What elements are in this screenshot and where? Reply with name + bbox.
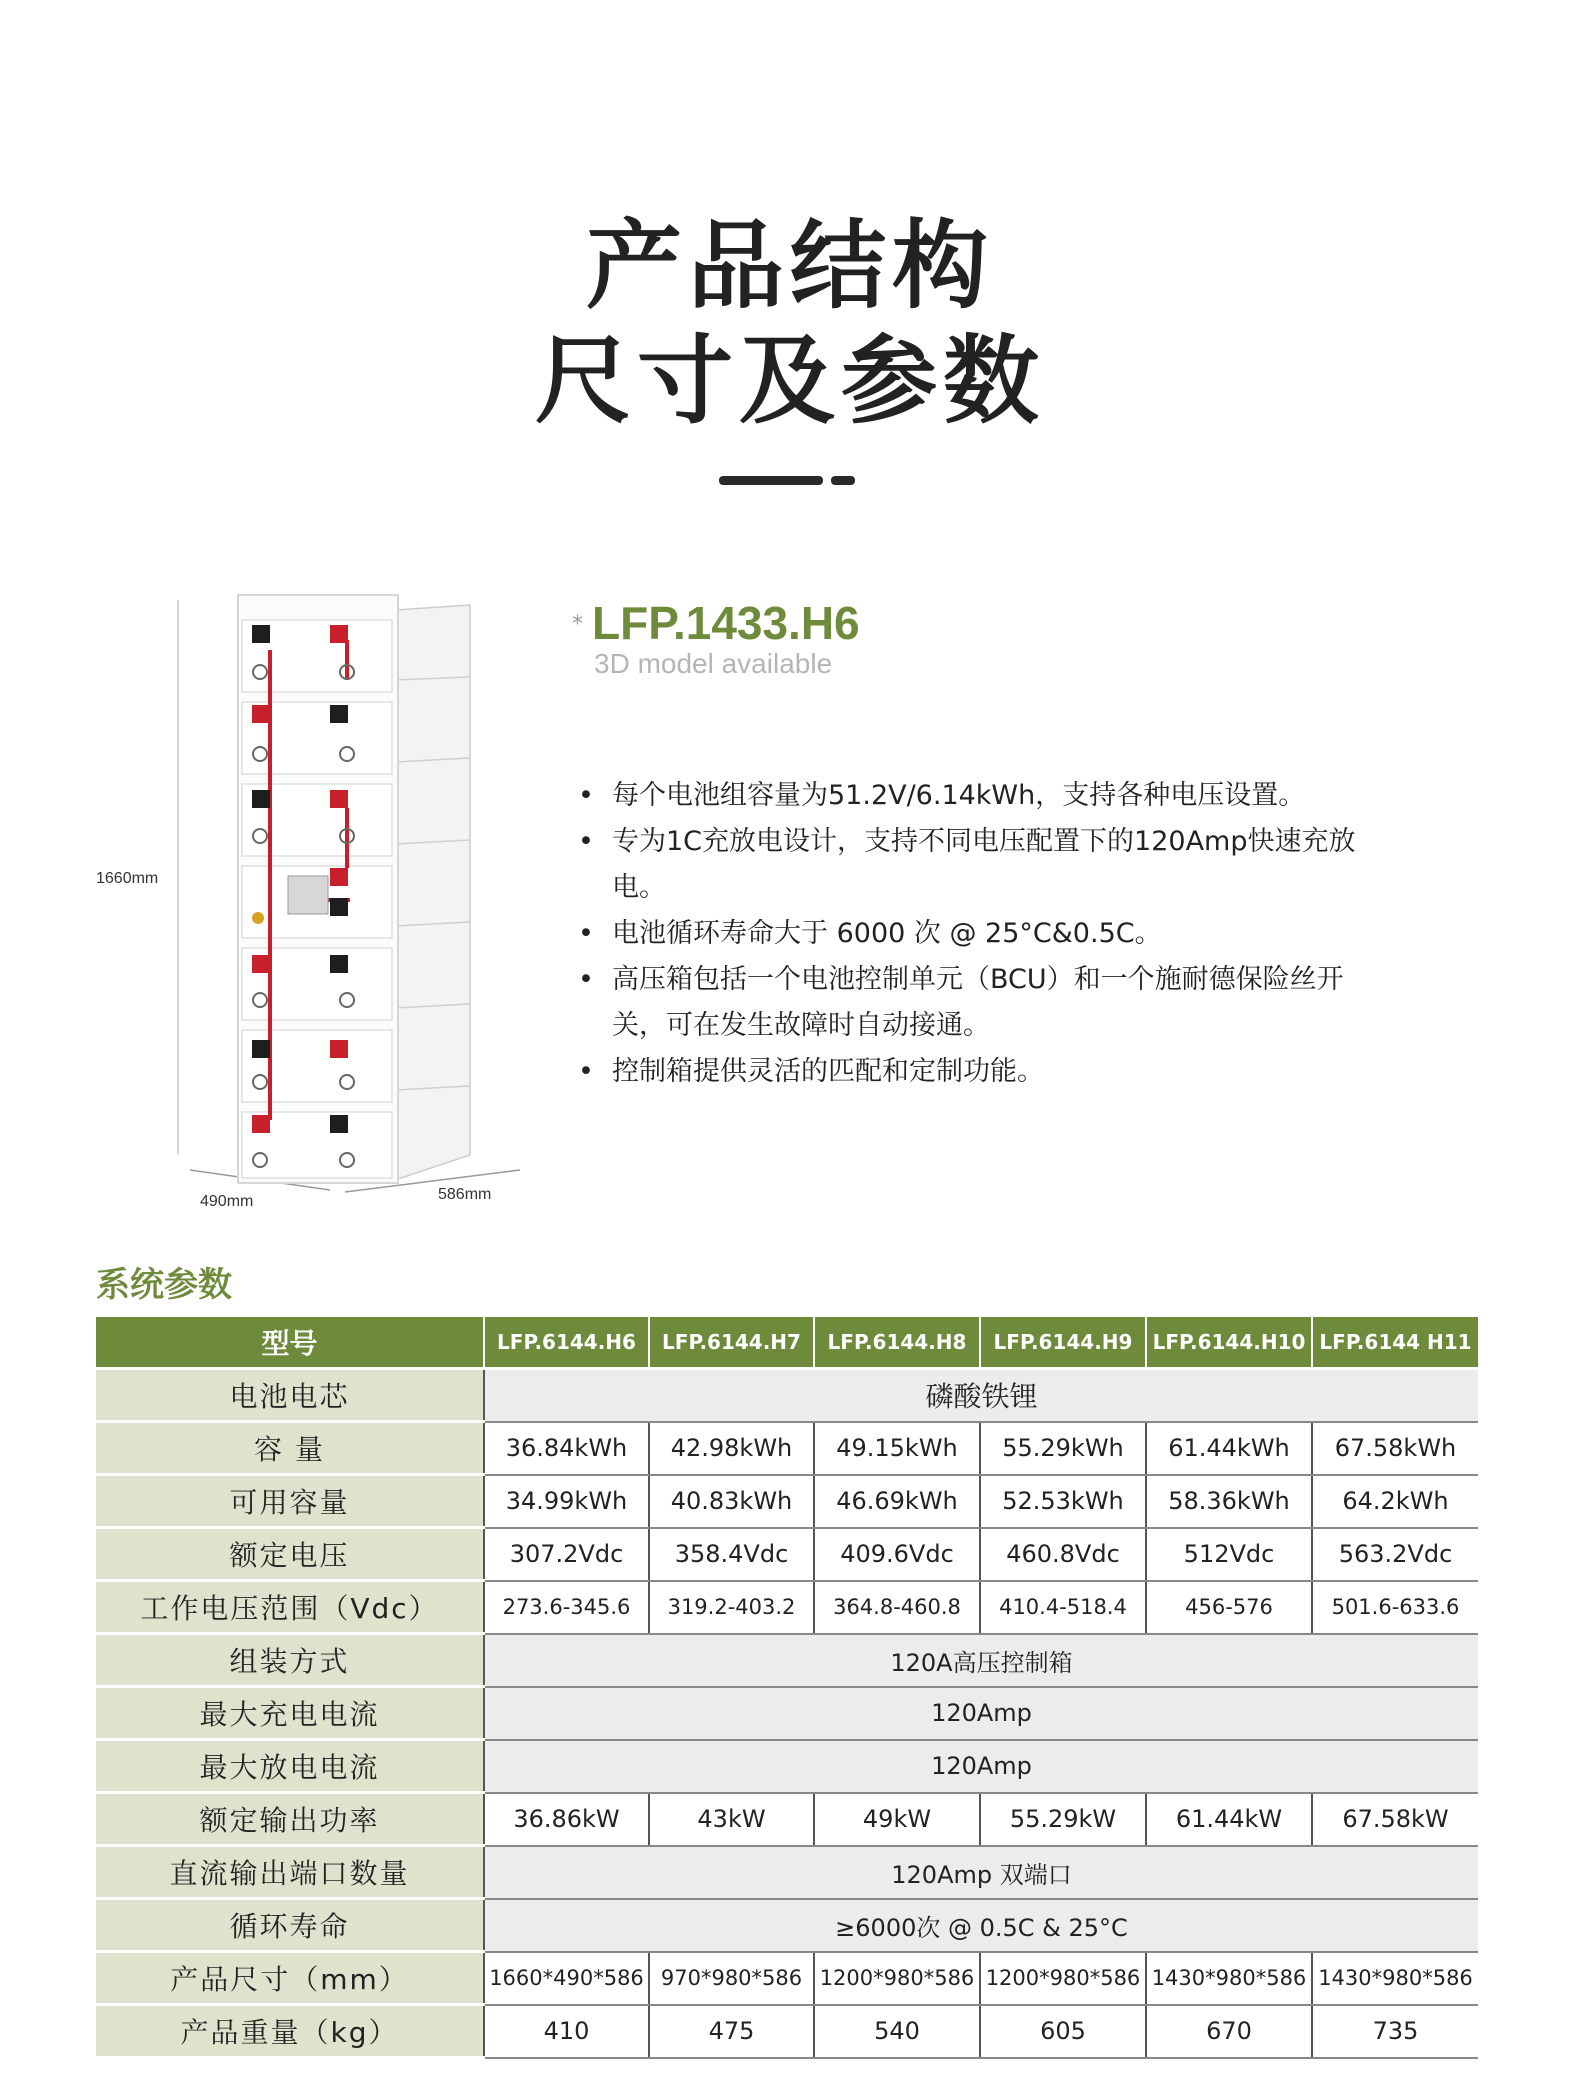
cell-value: 970*980*586 xyxy=(649,1952,814,2005)
table-row xyxy=(96,1634,1478,1687)
cell-value: 563.2Vdc xyxy=(1312,1528,1478,1581)
row-value: 磷酸铁锂 xyxy=(484,1369,1478,1422)
battery-rack-image xyxy=(90,580,530,1220)
asterisk-mark: * xyxy=(572,612,583,637)
cell-value: 501.6-633.6 xyxy=(1312,1581,1478,1634)
cell-value: 43kW xyxy=(649,1793,814,1846)
cell-value: 46.69kWh xyxy=(814,1475,980,1528)
battery-rack-illustration xyxy=(90,580,530,1220)
table-row xyxy=(96,1687,1478,1740)
width-dimension: 490mm xyxy=(200,1193,254,1210)
row-value: ≥6000次 @ 0.5C & 25°C xyxy=(484,1899,1478,1952)
cell-value: 540 xyxy=(814,2005,980,2058)
table-row xyxy=(96,1846,1478,1899)
cell-value: 1430*980*586 xyxy=(1312,1952,1478,2005)
page-title-line1: 产品结构 xyxy=(586,210,994,322)
row-label: 额定输出功率 xyxy=(96,1793,484,1846)
cell-value: 475 xyxy=(649,2005,814,2058)
cell-value: 410 xyxy=(484,2005,649,2058)
cell-value: 670 xyxy=(1146,2005,1312,2058)
table-row xyxy=(96,1793,1478,1846)
cell-value: 319.2-403.2 xyxy=(649,1581,814,1634)
table-row xyxy=(96,1369,1478,1422)
row-value: 120Amp xyxy=(484,1740,1478,1793)
model-header: LFP.6144 H11 xyxy=(1312,1317,1478,1369)
table-row xyxy=(96,1899,1478,1952)
cell-value: 307.2Vdc xyxy=(484,1528,649,1581)
table-row xyxy=(96,1528,1478,1581)
row-label: 产品重量（kg） xyxy=(96,2005,484,2058)
cell-value: 456-576 xyxy=(1146,1581,1312,1634)
cell-value: 64.2kWh xyxy=(1312,1475,1478,1528)
cell-value: 410.4-518.4 xyxy=(980,1581,1146,1634)
cell-value: 67.58kW xyxy=(1312,1793,1478,1846)
row-label: 循环寿命 xyxy=(96,1899,484,1952)
feature-item: • 每个电池组容量为51.2V/6.14kWh，支持各种电压设置。 xyxy=(576,773,1376,819)
cell-value: 364.8-460.8 xyxy=(814,1581,980,1634)
cell-value: 409.6Vdc xyxy=(814,1528,980,1581)
cell-value: 1660*490*586 xyxy=(484,1952,649,2005)
row-label: 额定电压 xyxy=(96,1528,484,1581)
cell-value: 40.83kWh xyxy=(649,1475,814,1528)
row-value: 120A高压控制箱 xyxy=(484,1634,1478,1687)
feature-list xyxy=(576,773,1376,1095)
feature-item: • 专为1C充放电设计，支持不同电压配置下的120Amp快速充放电。 xyxy=(576,819,1376,911)
row-label: 产品尺寸（mm） xyxy=(96,1952,484,2005)
header-label: 型号 xyxy=(96,1317,484,1369)
table-row xyxy=(96,2005,1478,2058)
table-row xyxy=(96,1581,1478,1634)
model-header: LFP.6144.H10 xyxy=(1146,1317,1312,1369)
height-dimension: 1660mm xyxy=(96,870,159,887)
spec-table xyxy=(96,1317,1478,2059)
cell-value: 67.58kWh xyxy=(1312,1422,1478,1475)
cell-value: 34.99kWh xyxy=(484,1475,649,1528)
cell-value: 55.29kW xyxy=(980,1793,1146,1846)
row-label: 直流输出端口数量 xyxy=(96,1846,484,1899)
row-label: 最大充电电流 xyxy=(96,1687,484,1740)
cell-value: 36.84kWh xyxy=(484,1422,649,1475)
cell-value: 61.44kW xyxy=(1146,1793,1312,1846)
cell-value: 1200*980*586 xyxy=(814,1952,980,2005)
product-model-subtitle: 3D model available xyxy=(594,648,833,679)
table-row xyxy=(96,1422,1478,1475)
row-label: 最大放电电流 xyxy=(96,1740,484,1793)
row-value: 120Amp 双端口 xyxy=(484,1846,1478,1899)
model-header: LFP.6144.H9 xyxy=(980,1317,1146,1369)
feature-item: • 高压箱包括一个电池控制单元（BCU）和一个施耐德保险丝开关，可在发生故障时自动接通。 xyxy=(576,957,1376,1049)
product-model-name: LFP.1433.H6 xyxy=(592,597,860,649)
section-title: 系统参数 xyxy=(96,1265,232,1305)
feature-item: • 控制箱提供灵活的匹配和定制功能。 xyxy=(576,1049,1376,1095)
cell-value: 460.8Vdc xyxy=(980,1528,1146,1581)
depth-dimension: 586mm xyxy=(438,1186,492,1203)
cell-value: 58.36kWh xyxy=(1146,1475,1312,1528)
cell-value: 358.4Vdc xyxy=(649,1528,814,1581)
row-label: 容 量 xyxy=(96,1422,484,1475)
model-header: LFP.6144.H8 xyxy=(814,1317,980,1369)
page-title-line2: 尺寸及参数 xyxy=(535,325,1045,437)
row-label: 工作电压范围（Vdc） xyxy=(96,1581,484,1634)
cell-value: 55.29kWh xyxy=(980,1422,1146,1475)
cell-value: 735 xyxy=(1312,2005,1478,2058)
cell-value: 52.53kWh xyxy=(980,1475,1146,1528)
cell-value: 61.44kWh xyxy=(1146,1422,1312,1475)
cell-value: 1200*980*586 xyxy=(980,1952,1146,2005)
cell-value: 42.98kWh xyxy=(649,1422,814,1475)
cell-value: 1430*980*586 xyxy=(1146,1952,1312,2005)
cell-value: 49.15kWh xyxy=(814,1422,980,1475)
row-label: 电池电芯 xyxy=(96,1369,484,1422)
row-value: 120Amp xyxy=(484,1687,1478,1740)
cell-value: 36.86kW xyxy=(484,1793,649,1846)
cell-value: 512Vdc xyxy=(1146,1528,1312,1581)
row-label: 组装方式 xyxy=(96,1634,484,1687)
row-label: 可用容量 xyxy=(96,1475,484,1528)
model-header: LFP.6144.H7 xyxy=(649,1317,814,1369)
cell-value: 49kW xyxy=(814,1793,980,1846)
model-header: LFP.6144.H6 xyxy=(484,1317,649,1369)
table-row xyxy=(96,1740,1478,1793)
table-row xyxy=(96,1475,1478,1528)
table-row xyxy=(96,1952,1478,2005)
title-divider-dot xyxy=(831,476,855,485)
table-header-row xyxy=(96,1317,1478,1369)
feature-item: • 电池循环寿命大于 6000 次 @ 25°C&0.5C。 xyxy=(576,911,1376,957)
title-divider xyxy=(719,476,823,485)
cell-value: 273.6-345.6 xyxy=(484,1581,649,1634)
cell-value: 605 xyxy=(980,2005,1146,2058)
